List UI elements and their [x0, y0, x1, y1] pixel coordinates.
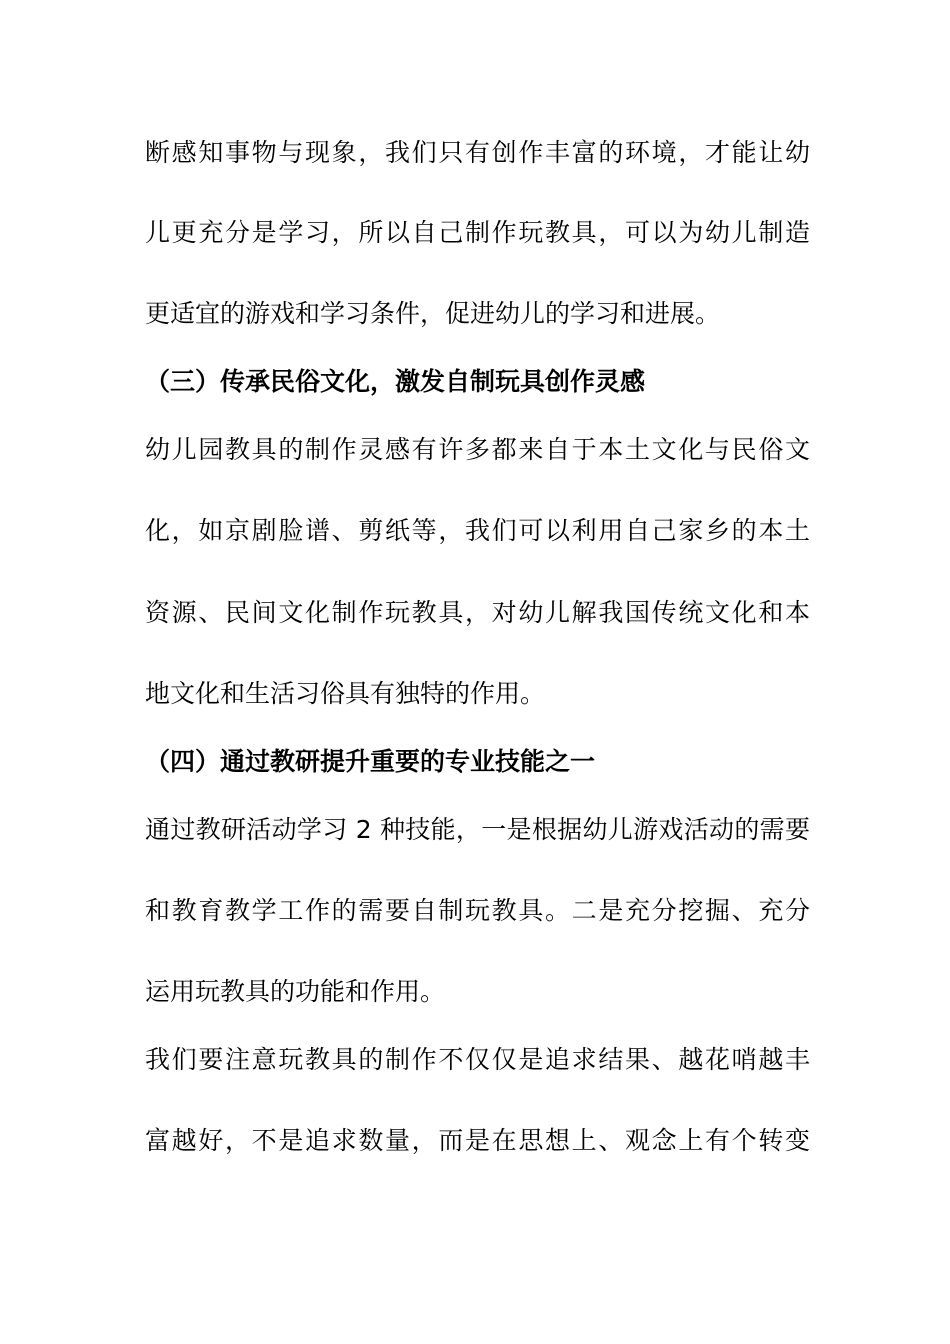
paragraph-4-line-2: 富越好，不是追求数量，而是在思想上、观念上有个转变 [145, 1126, 810, 1155]
section-heading-4: （四）通过教研提升重要的专业技能之一 [145, 747, 596, 776]
paragraph-3-line-2: 和教育教学工作的需要自制玩教具。二是充分挖掘、充分 [145, 896, 810, 925]
paragraph-2-line-2: 化，如京剧脸谱、剪纸等，我们可以利用自己家乡的本土 [145, 516, 810, 545]
paragraph-3-line-1: 通过教研活动学习 2 种技能，一是根据幼儿游戏活动的需要 [145, 815, 810, 844]
paragraph-3-line-3: 运用玩教具的功能和作用。 [145, 977, 446, 1006]
paragraph-2-line-1: 幼儿园教具的制作灵感有许多都来自于本土文化与民俗文 [145, 435, 810, 464]
paragraph-1-line-1: 断感知事物与现象，我们只有创作丰富的环境，才能让幼 [145, 138, 810, 167]
paragraph-1-line-3: 更适宜的游戏和学习条件，促进幼儿的学习和进展。 [145, 299, 721, 328]
paragraph-2-line-3: 资源、民间文化制作玩教具，对幼儿解我国传统文化和本 [145, 598, 810, 627]
paragraph-4-line-1: 我们要注意玩教具的制作不仅仅是追求结果、越花哨越丰 [145, 1045, 810, 1074]
section-heading-3: （三）传承民俗文化，激发自制玩具创作灵感 [145, 367, 646, 396]
paragraph-2-line-4: 地文化和生活习俗具有独特的作用。 [145, 679, 546, 708]
paragraph-1-line-2: 儿更充分是学习，所以自己制作玩教具，可以为幼儿制造 [145, 218, 810, 247]
